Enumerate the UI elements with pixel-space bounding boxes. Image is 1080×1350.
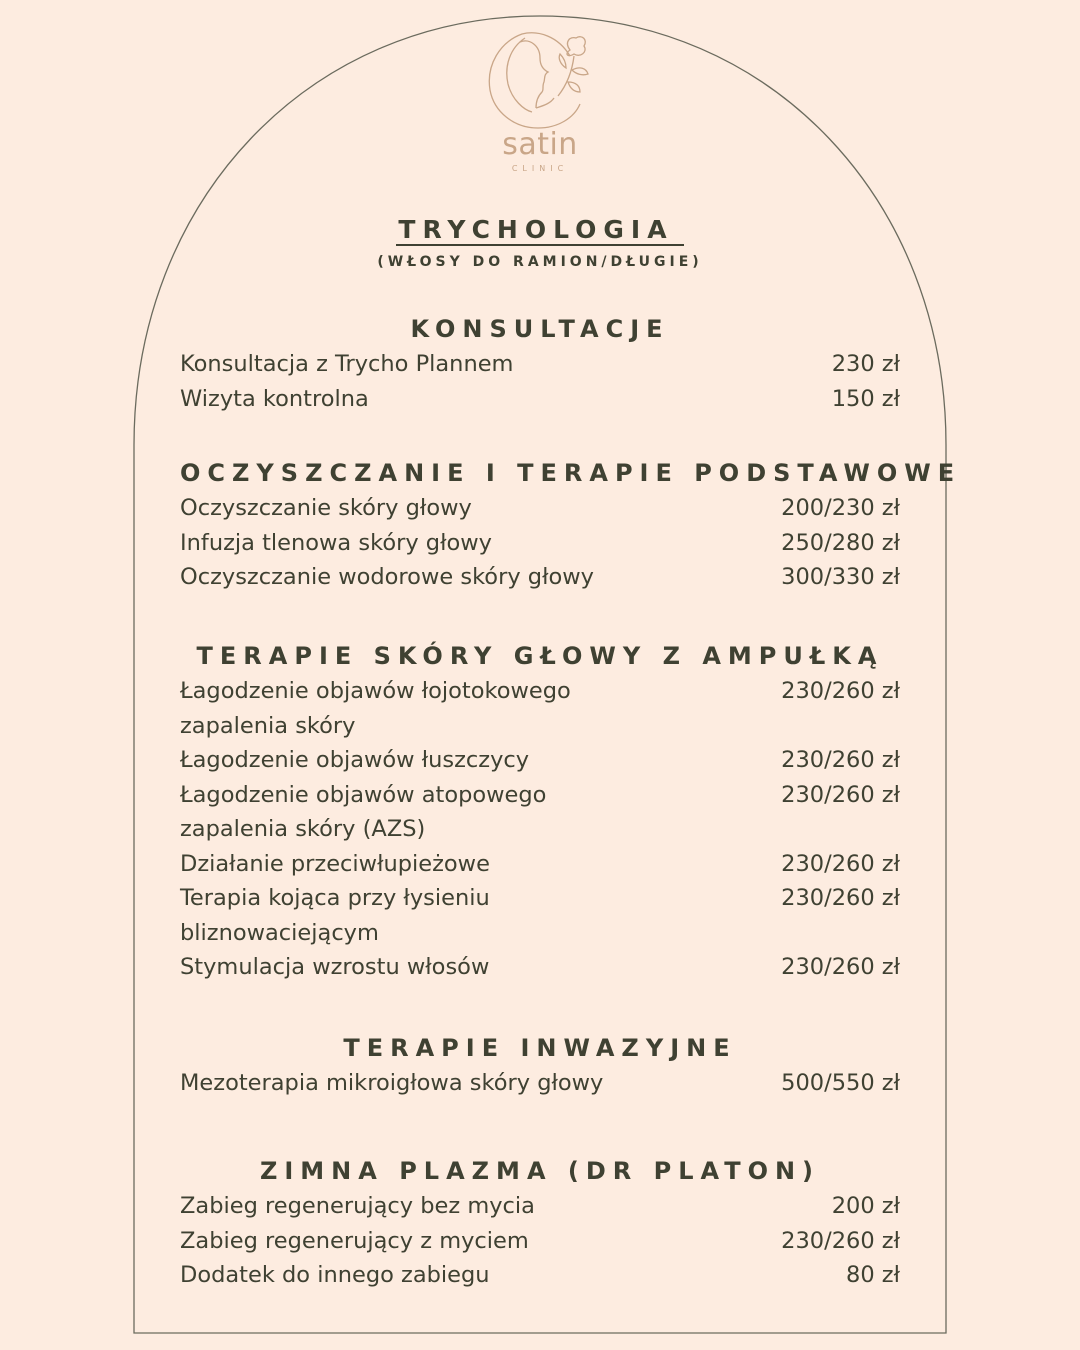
service-price: 230 zł bbox=[831, 351, 900, 377]
price-row bbox=[180, 778, 900, 847]
price-row bbox=[180, 347, 900, 382]
page-subtitle: (WŁOSY DO RAMION/DŁUGIE) bbox=[377, 254, 703, 270]
section-heading: KONSULTACJE bbox=[410, 315, 670, 343]
service-price: 80 zł bbox=[846, 1262, 900, 1288]
service-name: Łagodzenie objawów łuszczycy bbox=[180, 747, 530, 773]
service-price: 230/260 zł bbox=[781, 678, 900, 704]
service-name: Konsultacja z Trycho Plannem bbox=[180, 351, 514, 377]
price-row bbox=[180, 1066, 900, 1101]
service-name: Łagodzenie objawów łojotokowego zapalenia skóry bbox=[180, 678, 571, 739]
service-price: 230/260 zł bbox=[781, 954, 900, 980]
section-heading: ZIMNA PLAZMA (DR PLATON) bbox=[259, 1157, 821, 1185]
service-price: 150 zł bbox=[831, 385, 900, 412]
price-row bbox=[180, 950, 900, 985]
service-name: Infuzja tlenowa skóry głowy bbox=[180, 529, 492, 556]
service-price: 500/550 zł bbox=[781, 1070, 900, 1096]
section-oczyszczanie bbox=[180, 455, 962, 595]
price-row bbox=[180, 674, 900, 743]
logo-subtitle: CLINIC bbox=[511, 164, 569, 173]
service-name: Wizyta kontrolna bbox=[180, 385, 369, 412]
service-name: Dodatek do innego zabiegu bbox=[180, 1262, 490, 1288]
service-name: Oczyszczanie wodorowe skóry głowy bbox=[180, 564, 594, 590]
service-name: Oczyszczanie skóry głowy bbox=[180, 495, 472, 521]
section-heading: OCZYSZCZANIE I TERAPIE PODSTAWOWE bbox=[180, 459, 962, 487]
section-terapie-ampulka bbox=[180, 638, 900, 985]
service-price: 230/260 zł bbox=[781, 747, 900, 773]
price-row bbox=[180, 526, 900, 561]
price-row bbox=[180, 1224, 900, 1259]
page-title: TRYCHOLOGIA bbox=[0, 215, 1080, 244]
service-name: Stymulacja wzrostu włosów bbox=[180, 954, 490, 980]
service-name: Łagodzenie objawów atopowego zapalenia skóry (AZS) bbox=[180, 781, 547, 842]
service-name: Mezoterapia mikroigłowa skóry głowy bbox=[180, 1070, 604, 1096]
section-konsultacje bbox=[180, 311, 900, 416]
section-heading: TERAPIE INWAZYJNE bbox=[343, 1034, 737, 1062]
service-price: 230/260 zł bbox=[781, 781, 900, 808]
service-name: Zabieg regenerujący bez mycia bbox=[180, 1193, 535, 1219]
service-price: 250/280 zł bbox=[781, 529, 900, 556]
section-terapie-inwazyjne bbox=[180, 1030, 900, 1101]
price-row bbox=[180, 847, 900, 882]
price-row bbox=[180, 382, 900, 417]
service-price: 200/230 zł bbox=[781, 495, 900, 521]
service-price: 230/260 zł bbox=[781, 1227, 900, 1254]
service-name: Działanie przeciwłupieżowe bbox=[180, 850, 490, 877]
price-row bbox=[180, 491, 900, 526]
price-row bbox=[180, 1189, 900, 1224]
service-price: 300/330 zł bbox=[781, 564, 900, 590]
service-name: Terapia kojąca przy łysieniu bliznowaciejącym bbox=[180, 885, 490, 946]
service-price: 200 zł bbox=[831, 1193, 900, 1219]
logo-wordmark: satin bbox=[502, 127, 578, 162]
service-price: 230/260 zł bbox=[781, 850, 900, 877]
price-row bbox=[180, 1258, 900, 1293]
service-price: 230/260 zł bbox=[781, 885, 900, 911]
service-name: Zabieg regenerujący z myciem bbox=[180, 1227, 529, 1254]
price-row bbox=[180, 881, 900, 950]
section-zimna-plazma bbox=[180, 1153, 900, 1293]
section-heading: TERAPIE SKÓRY GŁOWY Z AMPUŁKĄ bbox=[196, 642, 884, 670]
price-row bbox=[180, 560, 900, 595]
price-row bbox=[180, 743, 900, 778]
